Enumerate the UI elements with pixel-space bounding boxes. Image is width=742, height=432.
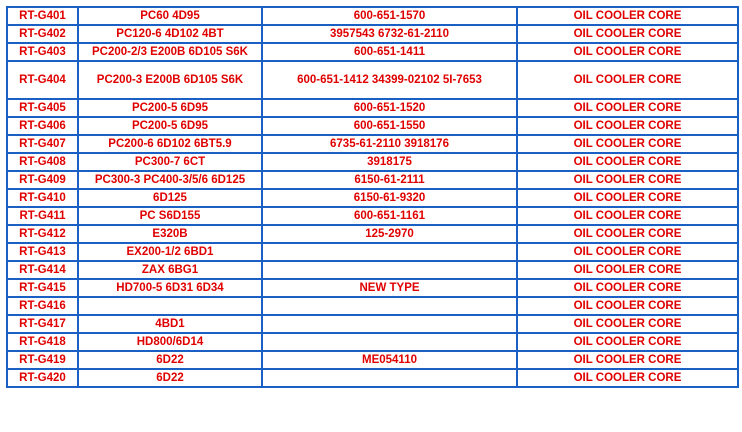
description-cell: OIL COOLER CORE (517, 61, 738, 99)
table-row (7, 207, 738, 225)
description-cell: OIL COOLER CORE (517, 43, 738, 61)
table-row (7, 117, 738, 135)
machine-model-cell: PC200-5 6D95 (78, 117, 262, 135)
oem-part-number-cell (262, 243, 517, 261)
part-code-cell: RT-G411 (7, 207, 78, 225)
part-code-cell: RT-G414 (7, 261, 78, 279)
machine-model-cell: 6D22 (78, 369, 262, 387)
oem-part-number-cell: 6735-61-2110 3918176 (262, 135, 517, 153)
description-cell: OIL COOLER CORE (517, 207, 738, 225)
part-code-cell: RT-G419 (7, 351, 78, 369)
table-row (7, 369, 738, 387)
description-cell: OIL COOLER CORE (517, 297, 738, 315)
part-code-cell: RT-G417 (7, 315, 78, 333)
description-cell: OIL COOLER CORE (517, 189, 738, 207)
description-cell: OIL COOLER CORE (517, 243, 738, 261)
oem-part-number-cell: NEW TYPE (262, 279, 517, 297)
machine-model-cell: E320B (78, 225, 262, 243)
oem-part-number-cell (262, 297, 517, 315)
machine-model-cell: 6D125 (78, 189, 262, 207)
part-code-cell: RT-G420 (7, 369, 78, 387)
description-cell: OIL COOLER CORE (517, 315, 738, 333)
machine-model-cell: 4BD1 (78, 315, 262, 333)
oem-part-number-cell: 3918175 (262, 153, 517, 171)
oem-part-number-cell: 600-651-1520 (262, 99, 517, 117)
part-code-cell: RT-G405 (7, 99, 78, 117)
description-cell: OIL COOLER CORE (517, 153, 738, 171)
table-row (7, 43, 738, 61)
machine-model-cell: PC300-3 PC400-3/5/6 6D125 (78, 171, 262, 189)
part-code-cell: RT-G409 (7, 171, 78, 189)
machine-model-cell: PC S6D155 (78, 207, 262, 225)
description-cell: OIL COOLER CORE (517, 261, 738, 279)
description-cell: OIL COOLER CORE (517, 225, 738, 243)
table-row (7, 225, 738, 243)
table-row (7, 261, 738, 279)
machine-model-cell: PC200-6 6D102 6BT5.9 (78, 135, 262, 153)
part-code-cell: RT-G415 (7, 279, 78, 297)
machine-model-cell (78, 297, 262, 315)
oem-part-number-cell: 600-651-1161 (262, 207, 517, 225)
description-cell: OIL COOLER CORE (517, 7, 738, 25)
machine-model-cell: PC200-2/3 E200B 6D105 S6K (78, 43, 262, 61)
description-cell: OIL COOLER CORE (517, 369, 738, 387)
oem-part-number-cell: 600-651-1412 34399-02102 5I-7653 (262, 61, 517, 99)
description-cell: OIL COOLER CORE (517, 171, 738, 189)
machine-model-cell: PC120-6 4D102 4BT (78, 25, 262, 43)
description-cell: OIL COOLER CORE (517, 135, 738, 153)
machine-model-cell: PC200-3 E200B 6D105 S6K (78, 61, 262, 99)
part-code-cell: RT-G416 (7, 297, 78, 315)
table-row (7, 333, 738, 351)
part-code-cell: RT-G408 (7, 153, 78, 171)
machine-model-cell: PC60 4D95 (78, 7, 262, 25)
part-code-cell: RT-G403 (7, 43, 78, 61)
part-code-cell: RT-G401 (7, 7, 78, 25)
description-cell: OIL COOLER CORE (517, 279, 738, 297)
parts-table-body (7, 7, 738, 387)
table-row (7, 25, 738, 43)
table-row (7, 297, 738, 315)
table-row (7, 351, 738, 369)
oem-part-number-cell: 6150-61-2111 (262, 171, 517, 189)
machine-model-cell: ZAX 6BG1 (78, 261, 262, 279)
oem-part-number-cell: 600-651-1550 (262, 117, 517, 135)
table-row (7, 279, 738, 297)
oem-part-number-cell: 6150-61-9320 (262, 189, 517, 207)
description-cell: OIL COOLER CORE (517, 333, 738, 351)
oem-part-number-cell (262, 333, 517, 351)
table-row (7, 153, 738, 171)
oem-part-number-cell (262, 369, 517, 387)
machine-model-cell: PC300-7 6CT (78, 153, 262, 171)
machine-model-cell: HD700-5 6D31 6D34 (78, 279, 262, 297)
part-code-cell: RT-G418 (7, 333, 78, 351)
table-row (7, 135, 738, 153)
machine-model-cell: HD800/6D14 (78, 333, 262, 351)
oem-part-number-cell (262, 261, 517, 279)
part-code-cell: RT-G407 (7, 135, 78, 153)
table-row (7, 189, 738, 207)
description-cell: OIL COOLER CORE (517, 25, 738, 43)
table-row (7, 99, 738, 117)
part-code-cell: RT-G413 (7, 243, 78, 261)
description-cell: OIL COOLER CORE (517, 351, 738, 369)
machine-model-cell: 6D22 (78, 351, 262, 369)
description-cell: OIL COOLER CORE (517, 99, 738, 117)
part-code-cell: RT-G404 (7, 61, 78, 99)
part-code-cell: RT-G406 (7, 117, 78, 135)
table-row (7, 61, 738, 99)
machine-model-cell: PC200-5 6D95 (78, 99, 262, 117)
table-row (7, 7, 738, 25)
description-cell: OIL COOLER CORE (517, 117, 738, 135)
part-code-cell: RT-G402 (7, 25, 78, 43)
oem-part-number-cell: 600-651-1570 (262, 7, 517, 25)
table-row (7, 171, 738, 189)
table-row (7, 315, 738, 333)
part-code-cell: RT-G410 (7, 189, 78, 207)
machine-model-cell: EX200-1/2 6BD1 (78, 243, 262, 261)
table-row (7, 243, 738, 261)
parts-table (6, 6, 739, 388)
oem-part-number-cell: 600-651-1411 (262, 43, 517, 61)
oem-part-number-cell: ME054110 (262, 351, 517, 369)
oem-part-number-cell: 3957543 6732-61-2110 (262, 25, 517, 43)
oem-part-number-cell (262, 315, 517, 333)
part-code-cell: RT-G412 (7, 225, 78, 243)
oem-part-number-cell: 125-2970 (262, 225, 517, 243)
